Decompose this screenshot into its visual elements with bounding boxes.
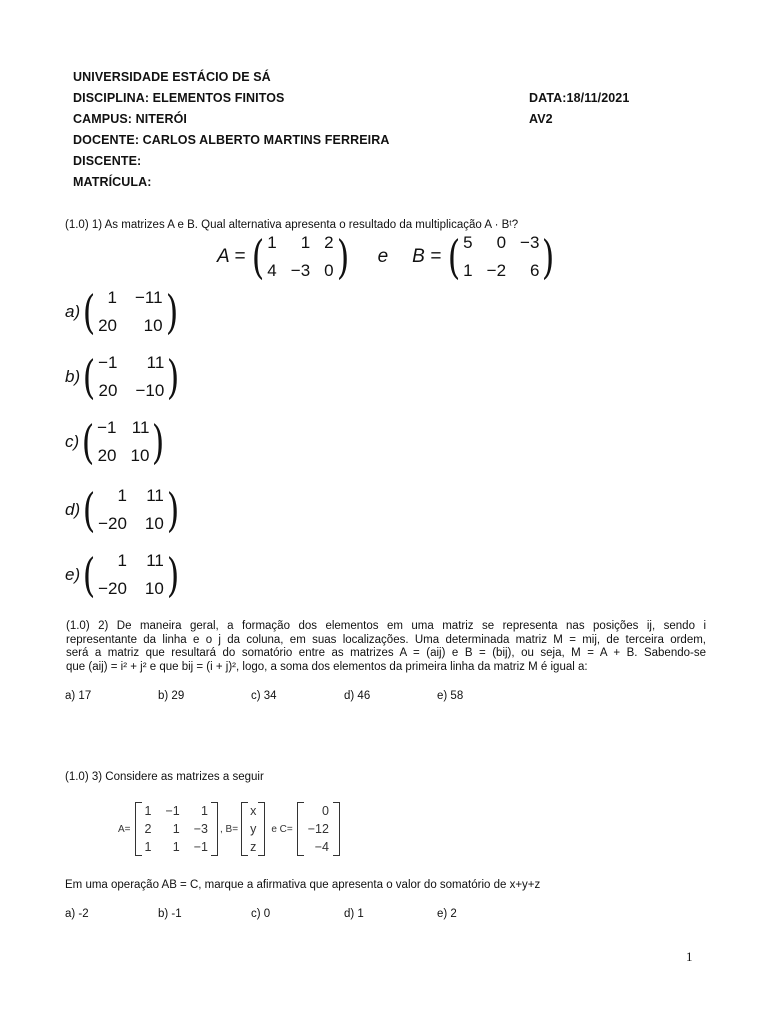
q3-option-d[interactable]: d) 1 [344, 908, 364, 920]
q3-option-c[interactable]: c) 0 [251, 908, 271, 920]
q3-prompt: Em uma operação AB = C, marque a afirmativa que apresenta o valor do somatório de x+y+z [65, 879, 541, 891]
student-field: DISCENTE: [73, 154, 142, 168]
teacher: DOCENTE: CARLOS ALBERTO MARTINS FERREIRA [73, 133, 390, 147]
q3-statement: (1.0) 3) Considere as matrizes a seguir [65, 771, 264, 783]
q1-connector: e [377, 246, 389, 267]
q2-statement [66, 620, 706, 674]
q1-matrix-a-label: A = [217, 246, 246, 267]
page-number: 1 [686, 949, 693, 964]
option-matrix: ( 1 11 −20 10 ) [82, 548, 180, 602]
option-matrix: ( −1 11 20 −10 ) [82, 350, 180, 404]
option-label: e) [65, 565, 81, 584]
option-label: d) [65, 500, 81, 519]
q2-line: representante da linha e o j da coluna, em suas localizações. Uma determinada matriz M = mij, de terceira ordem, [66, 633, 706, 646]
discipline: DISCIPLINA: ELEMENTOS FINITOS [73, 91, 285, 105]
q2-line: que (aij) = i² + j² e que bij = (i + j)², logo, a soma dos elementos da primeira linha da matriz M é igual a: [66, 660, 588, 673]
q3-option-a[interactable]: a) -2 [65, 908, 89, 920]
q2-option-e[interactable]: e) 58 [437, 690, 464, 702]
q3-option-e[interactable]: e) 2 [437, 908, 457, 920]
q3-matrix-b: x y z [241, 802, 265, 856]
q1-option-d[interactable] [65, 483, 182, 537]
registration-field: MATRÍCULA: [73, 175, 152, 189]
q2-option-c[interactable]: c) 34 [251, 690, 277, 702]
q3-matrix-a: 1 −1 1 2 1 −3 1 1 −1 [135, 802, 218, 856]
q1-option-e[interactable] [65, 548, 182, 602]
q3-matrix-c-label: e C= [271, 823, 293, 835]
option-matrix: ( 1 −11 20 10 ) [82, 285, 178, 339]
campus: CAMPUS: NITERÓI [73, 112, 187, 126]
q1-option-c[interactable] [65, 415, 167, 469]
q2-line: (1.0) 2) De maneira geral, a formação dos elementos em uma matriz se representa nas posições ij, sendo i [66, 620, 706, 632]
q3-matrix-a-label: A= [118, 823, 131, 835]
q1-matrix-a: ( 1 1 2 4 −3 0 ) [252, 230, 349, 284]
exam-code: AV2 [529, 112, 553, 126]
q1-matrix-b: ( 5 0 −3 1 −2 6 ) [447, 230, 555, 284]
q1-option-a[interactable] [65, 285, 181, 339]
q3-matrices [118, 802, 340, 856]
q2-option-b[interactable]: b) 29 [158, 690, 185, 702]
q2-option-a[interactable]: a) 17 [65, 690, 92, 702]
q1-statement: (1.0) 1) As matrizes A e B. Qual alternativa apresenta o resultado da multiplicação A · Bᵗ? [65, 219, 519, 231]
option-label: a) [65, 302, 81, 321]
exam-date: DATA:18/11/2021 [529, 91, 630, 105]
q1-matrix-b-label: B = [412, 246, 442, 267]
option-label: c) [65, 432, 80, 451]
q2-option-d[interactable]: d) 46 [344, 690, 371, 702]
q1-given-matrices [217, 230, 557, 284]
option-label: b) [65, 367, 81, 386]
q1-option-b[interactable] [65, 350, 182, 404]
option-matrix: ( 1 11 −20 10 ) [82, 483, 180, 537]
q3-matrix-c: 0 −12 −4 [297, 802, 340, 856]
university-name: UNIVERSIDADE ESTÁCIO DE SÁ [73, 70, 271, 84]
q3-matrix-b-label: , B= [220, 823, 239, 835]
q2-line: será a matriz que resultará do somatório entre as matrizes A = (aij) e B = (bij), ou seja, M = A + B. Sabendo-se [66, 647, 706, 659]
option-matrix: ( −1 11 20 10 ) [81, 415, 165, 469]
q3-option-b[interactable]: b) -1 [158, 908, 182, 920]
